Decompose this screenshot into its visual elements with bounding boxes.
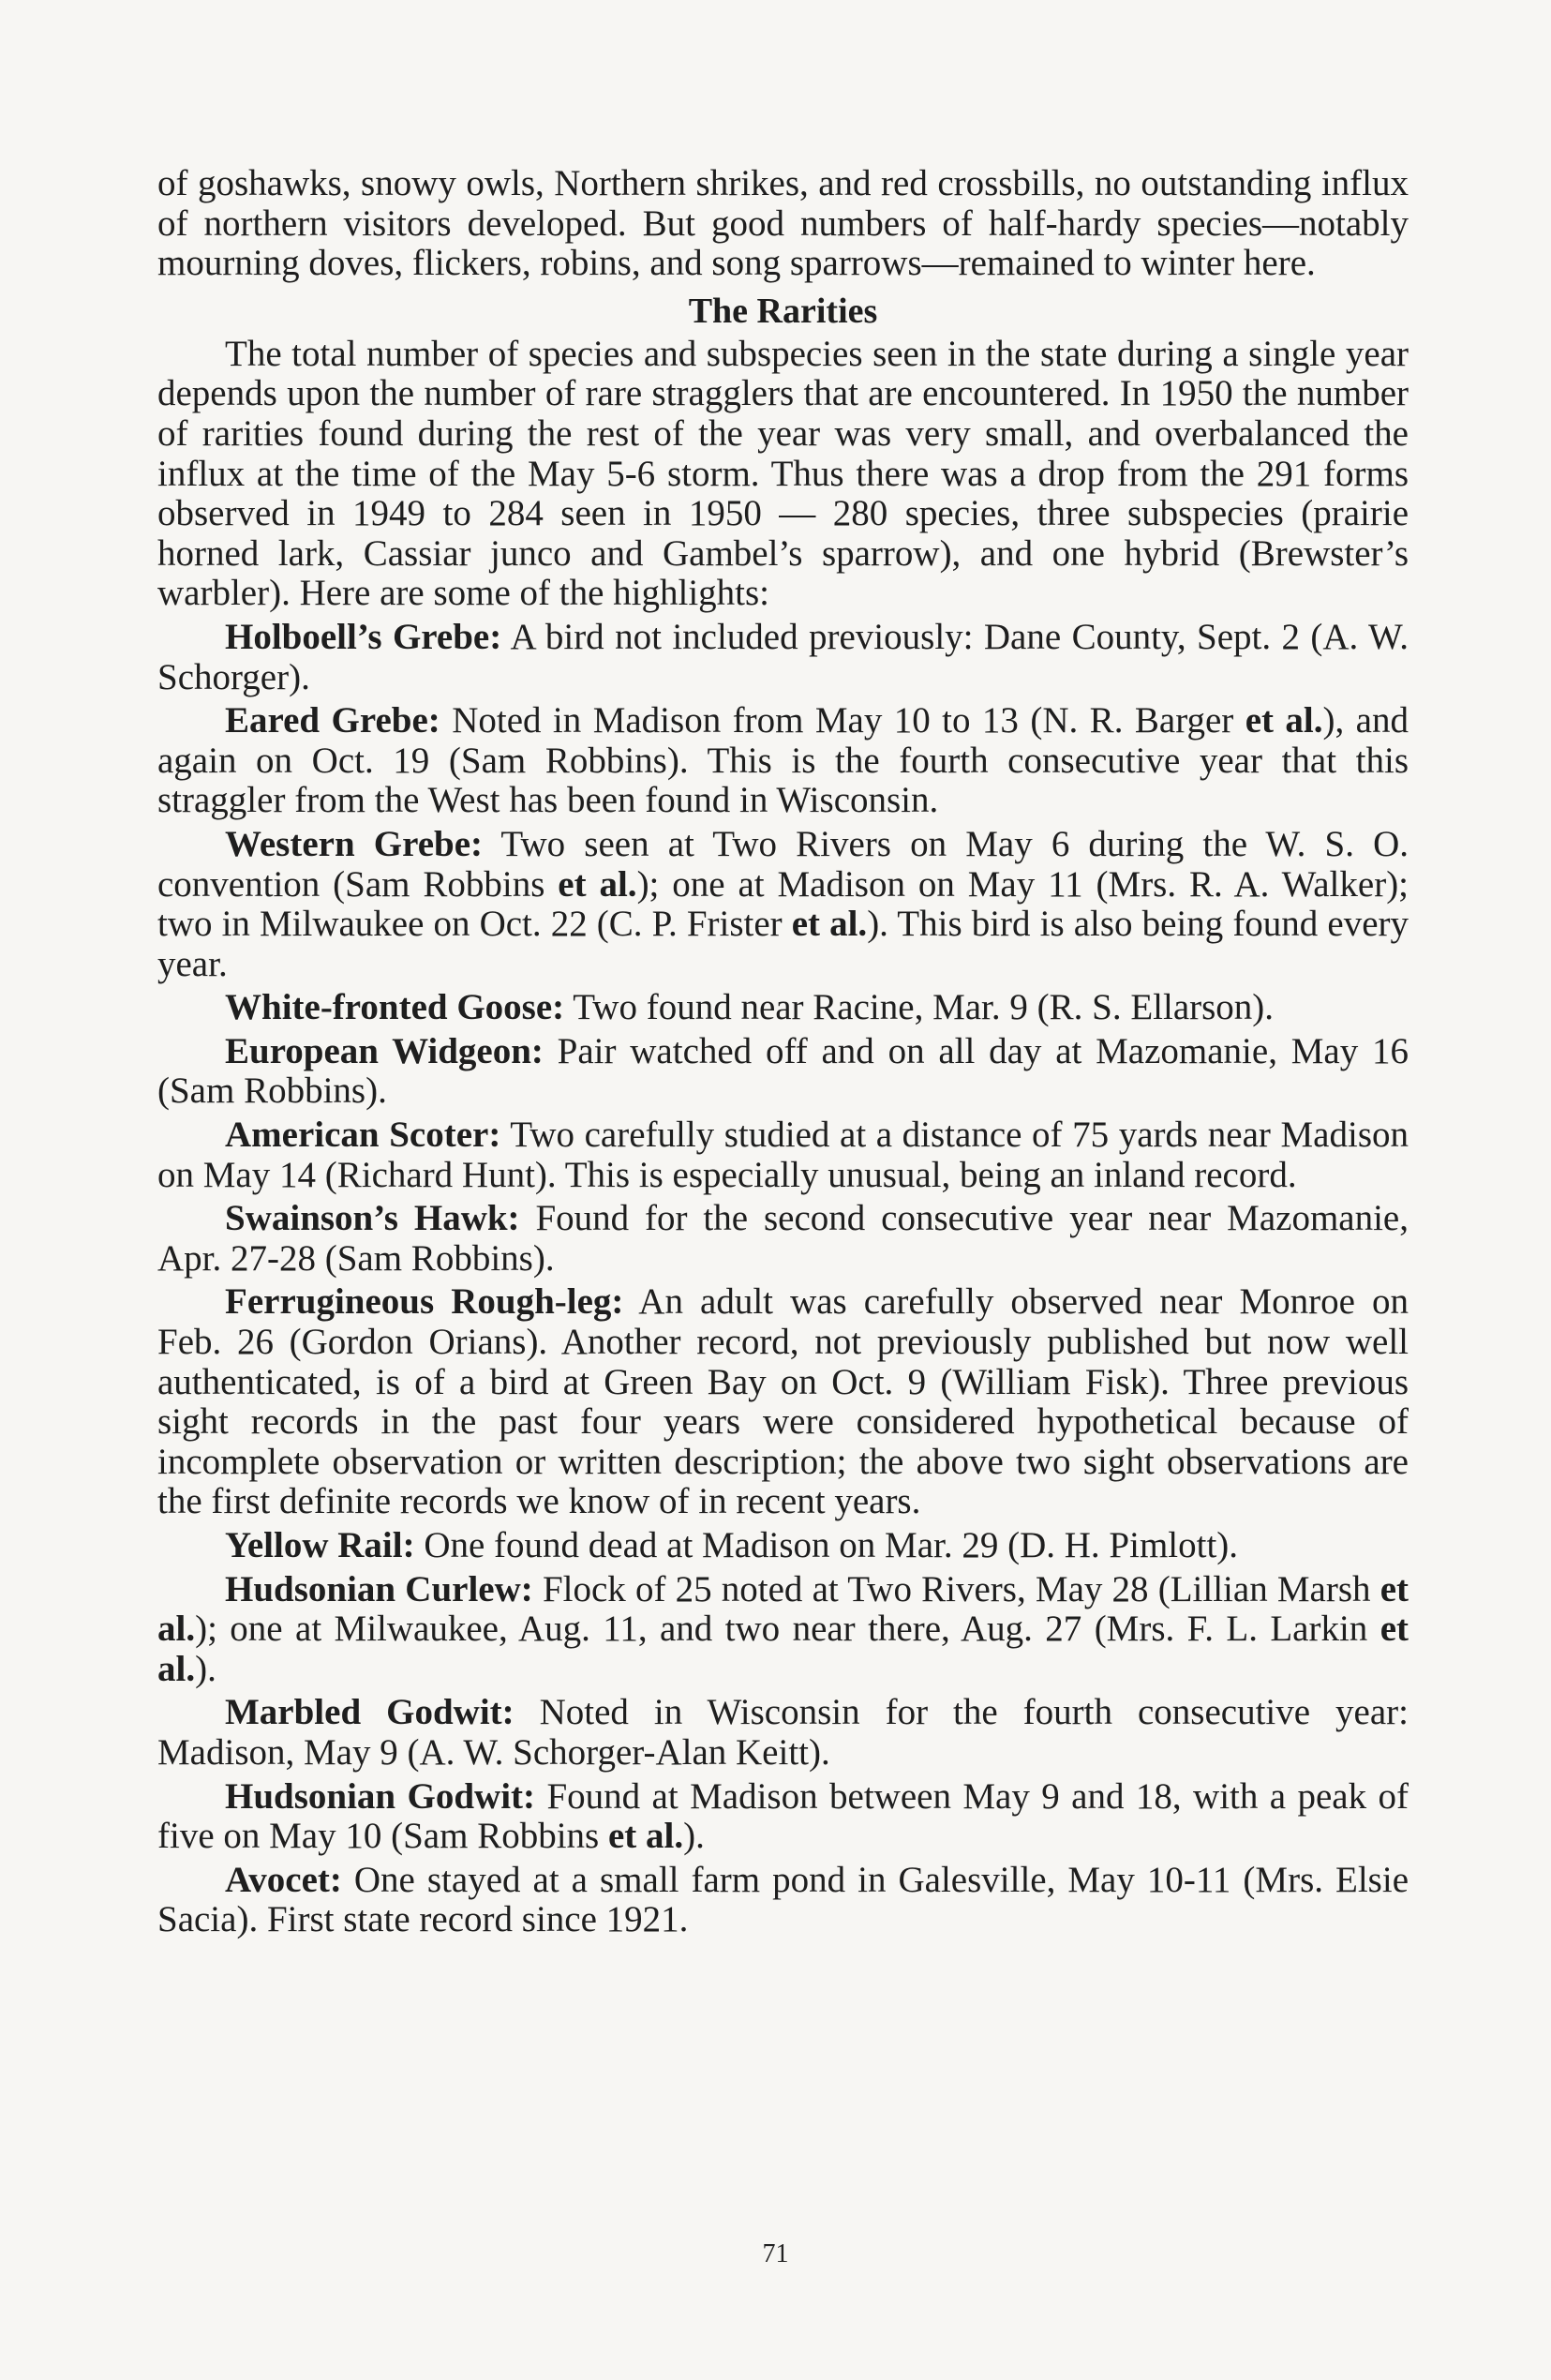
et-al: et al. [791,904,868,945]
entry-swainsons-hawk [157,1199,1409,1279]
section-intro-paragraph: The total number of species and subspecies seen in the state during a single year depends upon the number of rare stragglers that are encountered. In 1950 the number of rarities found during the rest of the year was very small, and overbalanced the influx at the time of the May 5-6 storm. Thus there was a drop from the 291 forms observed in 1949 to 284 seen in 1950 — 280 species, three subspecies (prairie horned lark, Cassiar junco and Gambel’s sparrow), and one hybrid (Brewster’s warbler). Here are some of the highlights: [157,333,1409,614]
page-number: 71 [762,2239,789,2268]
et-al: et al. [607,1816,684,1857]
et-al: et al. [558,863,637,905]
entry-marbled-godwit [157,1693,1409,1773]
entry-western-grebe [157,825,1409,984]
page-body [157,164,1409,1940]
species-name: Avocet: [225,1859,342,1900]
entry-american-scoter [157,1115,1409,1195]
entry-text: Two carefully studied at a distance of 75 yards near Madison on May 14 (Richard Hunt). This is especially unusual, being an inland record. [157,1115,1409,1195]
entry-text: Found for the second consecutive year near Mazomanie, Apr. 27-28 (Sam Robbins). [157,1198,1409,1279]
species-name: Swainson’s Hawk: [225,1198,520,1239]
species-name: Marbled Godwit: [225,1692,515,1733]
entry-avocet [157,1861,1409,1940]
entry-text: One found dead at Madison on Mar. 29 (D. H. Pimlott). [424,1525,1239,1565]
entry-yellow-rail [157,1526,1409,1566]
et-al: et al. [157,1609,1409,1689]
species-name: Holboell’s Grebe: [225,616,502,657]
section-title: The Rarities [688,291,878,331]
entry-text: ). This bird is also being found every year. [157,904,1409,984]
species-name: Yellow Rail: [225,1525,415,1565]
entry-text: Two found near Racine, Mar. 9 (R. S. Ellarson). [573,987,1275,1028]
entry-text: ). [683,1816,705,1857]
entry-eared-grebe [157,701,1409,821]
species-name: Western Grebe: [225,823,483,864]
species-name: White-fronted Goose: [225,987,565,1028]
entry-text: ), and again on Oct. 19 (Sam Robbins). This is the fourth consecutive year that this straggler from the West has been found in Wisconsin. [157,700,1409,821]
species-name: Eared Grebe: [225,700,440,741]
entry-text: ); one at Milwaukee, Aug. 11, and two near there, Aug. 27 (Mrs. F. L. Larkin [195,1609,1368,1650]
species-name: American Scoter: [225,1115,501,1156]
entry-text: Found at Madison between May 9 and 18, with a peak of five on May 10 (Sam Robbins [157,1775,1409,1857]
entry-text: Flock of 25 noted at Two Rivers, May 28 (Lillian Marsh [542,1568,1371,1609]
entry-text: Pair watched off and on all day at Mazomanie, May 16 (Sam Robbins). [157,1030,1409,1112]
species-name: Hudsonian Godwit: [225,1775,536,1817]
intro-paragraph: of goshawks, snowy owls, Northern shrikes, and red crossbills, no outstanding influx of northern visitors developed. But good numbers of half-hardy species—notably mourning doves, flickers, robins, and song sparrows—remained to winter here. [157,163,1409,284]
entry-hudsonian-curlew [157,1570,1409,1690]
entry-holboells-grebe [157,618,1409,697]
entry-ferrugineous-rough-leg [157,1282,1409,1522]
entry-text: One stayed at a small farm pond in Galesville, May 10-11 (Mrs. Elsie Sacia). First state record since 1921. [157,1859,1409,1940]
entry-text: An adult was carefully observed near Monroe on Feb. 26 (Gordon Orians). Another record, not previously published but now well authenticated, is of a bird at Green Bay on Oct. 9 (William Fisk). Three previous sight records in the past four years were considered hypothetical because of incomplete observation or written description; the above two sight observations are the first definite records we know of in recent years. [157,1281,1409,1522]
species-name: Hudsonian Curlew: [225,1568,533,1609]
species-name: European Widgeon: [225,1030,544,1071]
entry-european-widgeon [157,1032,1409,1112]
species-name: Ferrugineous Rough-leg: [225,1281,624,1323]
et-al: et al. [1245,700,1323,741]
entry-text: A bird not included previously: Dane County, Sept. 2 (A. W. Schorger). [157,616,1409,697]
et-al: et al. [157,1568,1409,1650]
entry-hudsonian-godwit [157,1777,1409,1857]
entry-white-fronted-goose [157,988,1409,1028]
entry-text: Noted in Wisconsin for the fourth consecutive year: Madison, May 9 (A. W. Schorger-Alan Keitt). [157,1692,1409,1773]
entry-text: Noted in Madison from May 10 to 13 (N. R. Barger [452,700,1234,741]
entry-text: Two seen at Two Rivers on May 6 during the W. S. O. convention (Sam Robbins [157,823,1409,905]
entry-text: ); one at Madison on May 11 (Mrs. R. A. Walker); two in Milwaukee on Oct. 22 (C. P. Frister [157,863,1409,945]
entry-text: ). [195,1648,216,1689]
